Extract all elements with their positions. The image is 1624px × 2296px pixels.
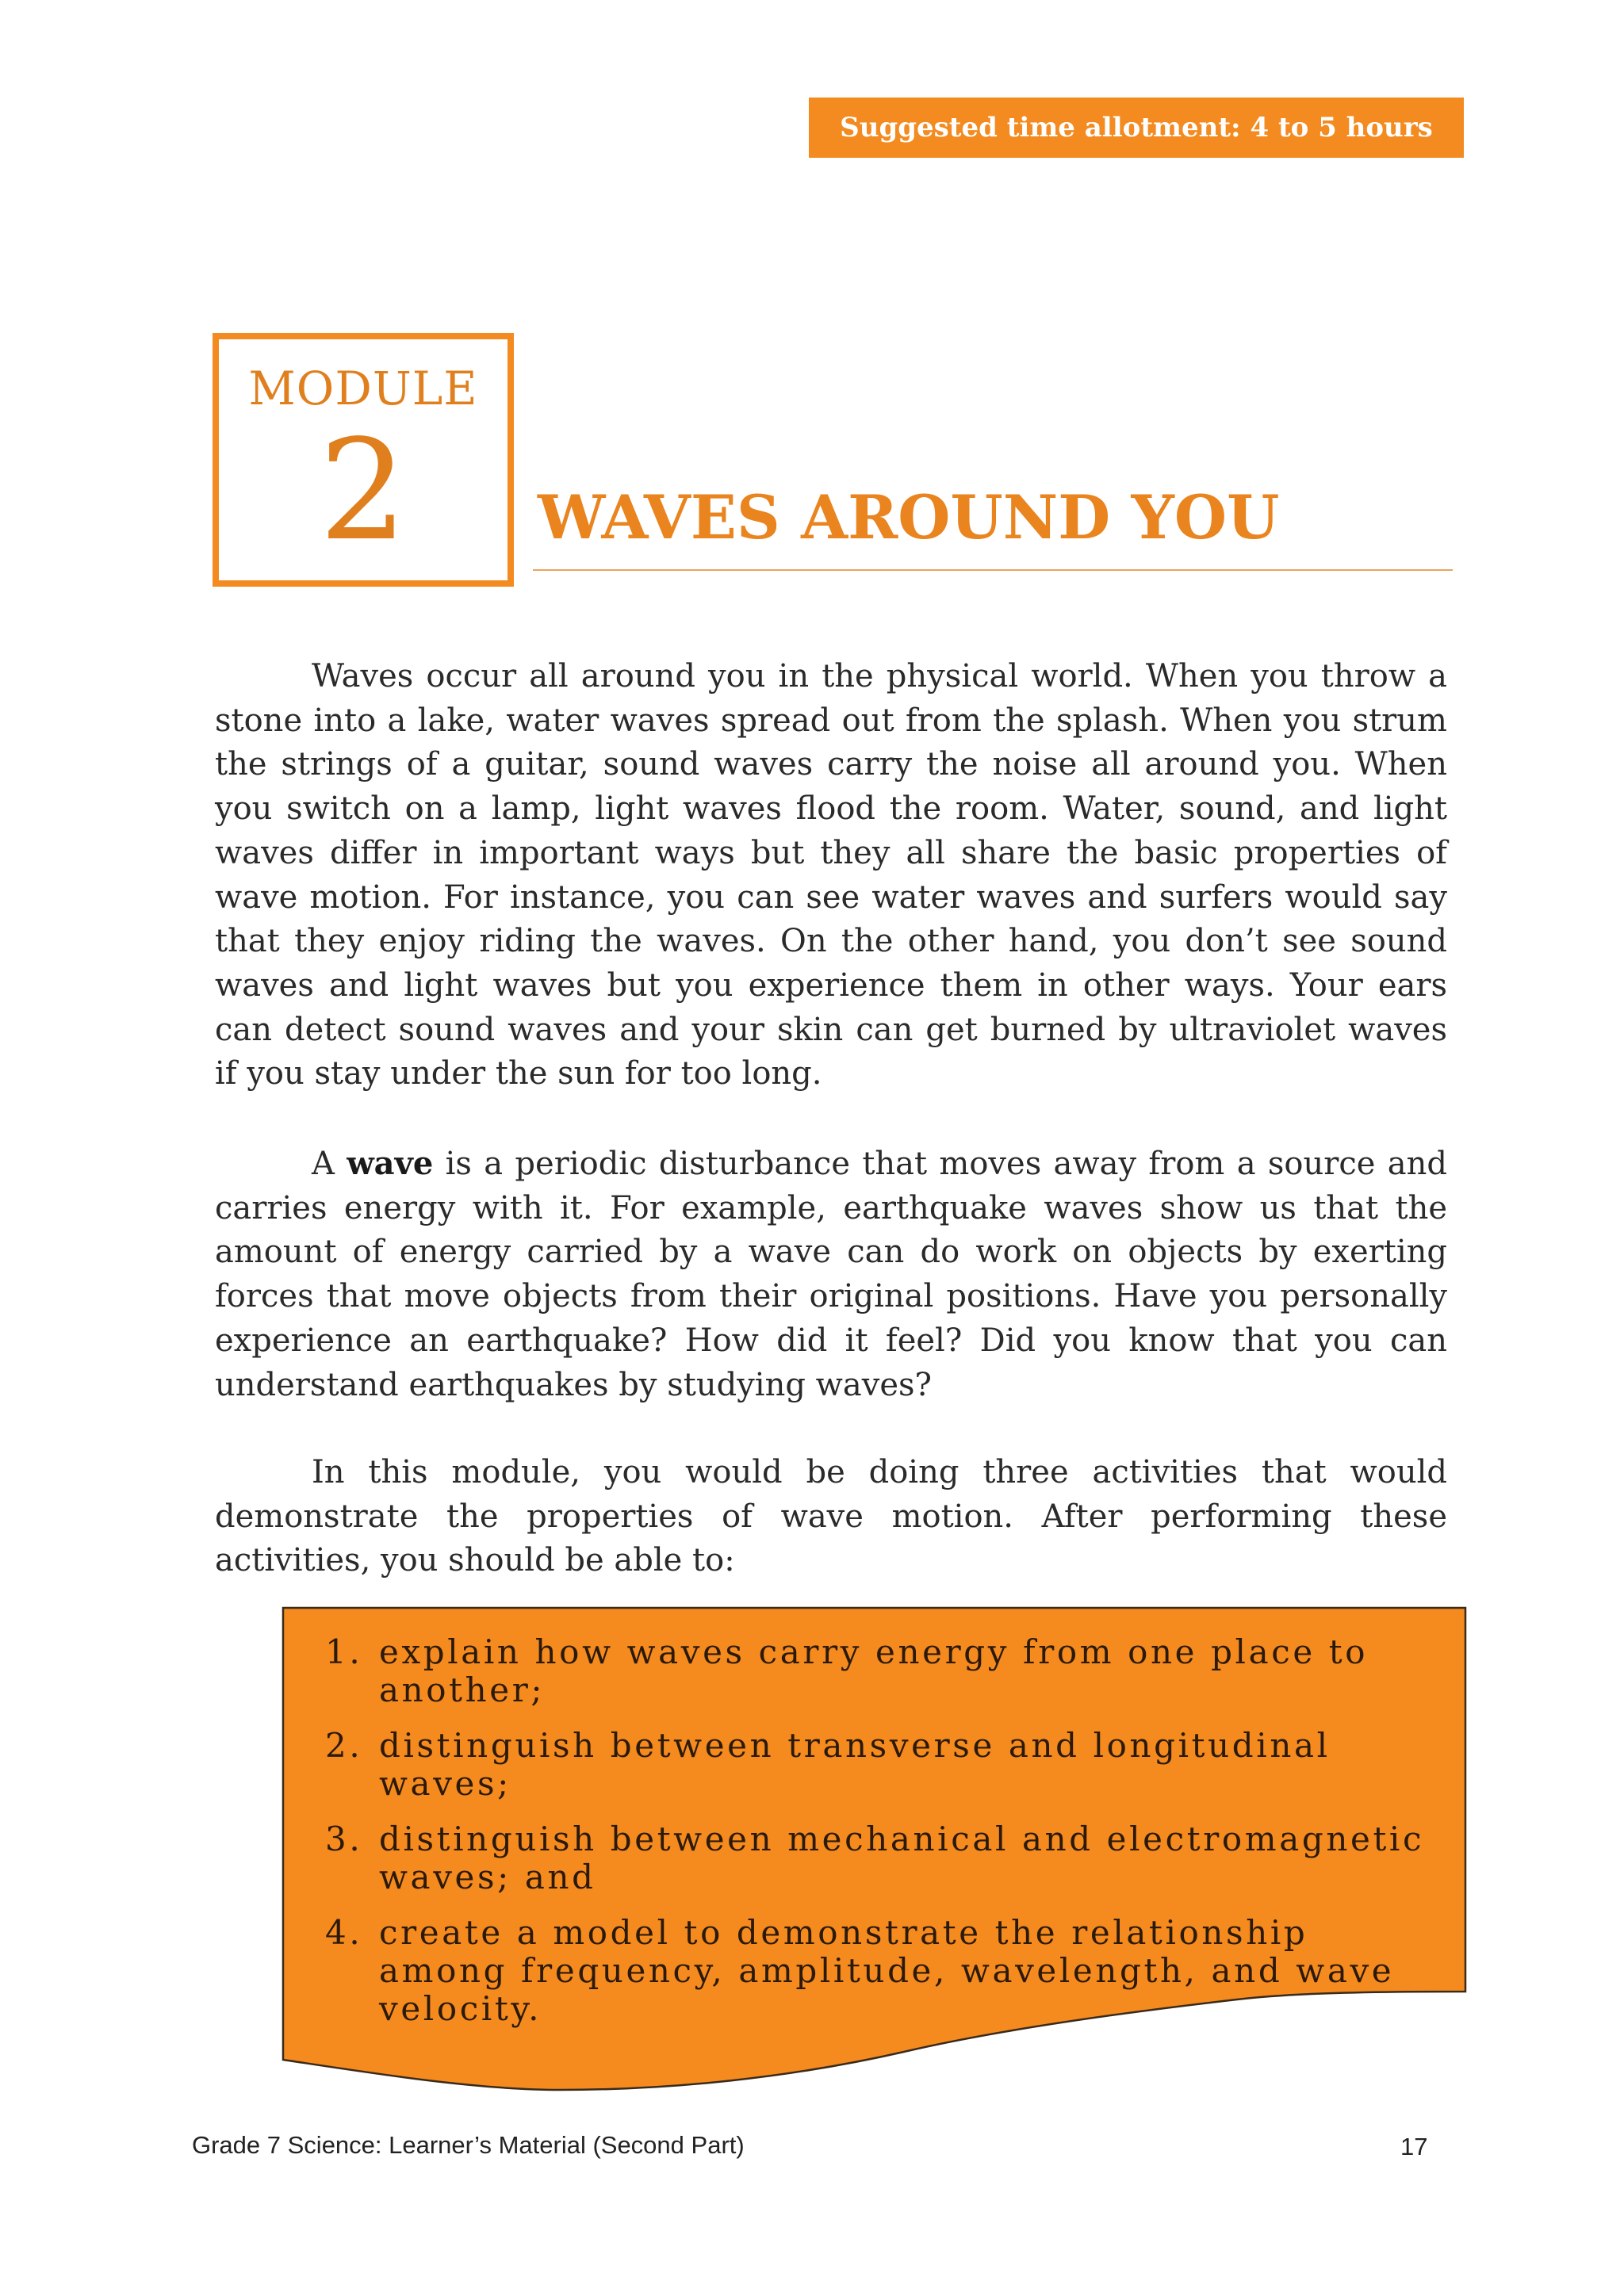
objective-number: 2. (325, 1726, 363, 1765)
wave-term: wave (347, 1145, 434, 1182)
definition-lead: A (312, 1146, 347, 1182)
objective-text: explain how waves carry energy from one place to another; (379, 1632, 1369, 1709)
objective-text: distinguish between mechanical and electromagnetic waves; and (379, 1820, 1425, 1896)
module-title: WAVES AROUND YOU (538, 482, 1280, 553)
intro-paragraph-text: Waves occur all around you in the physical world. When you throw a stone into a lake, water waves spread out from the splash. When you strum the strings of a guitar, sound waves carry the noise all around you. When you switch on a lamp, light waves flood the room. Water, sound, and light waves differ in important ways but they all share the basic properties of wave motion. For instance, you can see water waves and surfers would say that they enjoy riding the waves. On the other hand, you don’t see sound waves and light waves but you experience them in other ways. Your ears can detect sound waves and your skin can get burned by ultraviolet waves if you stay under the sun for too long. (215, 658, 1447, 1093)
objective-item (325, 1914, 1435, 2028)
footer-book-title: Grade 7 Science: Learner’s Material (Second Part) (192, 2131, 745, 2159)
objective-number: 3. (325, 1820, 363, 1858)
objective-item (325, 1727, 1435, 1803)
objectives-list (325, 1633, 1435, 2045)
module-label: MODULE (248, 362, 478, 415)
definition-text: is a periodic disturbance that moves away from a source and carries energy with it. For example, earthquake waves show us that the amount of energy carried by a wave can do work on objects by exerting forces that move objects from their original positions. Have you personally experience an earthquake? How did it feel? Did you know that you can understand earthquakes by studying waves? (215, 1146, 1447, 1403)
objective-text: distinguish between transverse and longitudinal waves; (379, 1726, 1331, 1803)
objective-number: 1. (325, 1632, 363, 1671)
objective-item (325, 1633, 1435, 1709)
page-number: 17 (1400, 2133, 1428, 2160)
objective-text: create a model to demonstrate the relationship among frequency, amplitude, wavelength, and wave velocity. (379, 1913, 1395, 2028)
objective-number: 4. (325, 1913, 363, 1952)
module-number: 2 (319, 411, 408, 572)
time-allotment-badge: Suggested time allotment: 4 to 5 hours (809, 98, 1464, 158)
objective-item (325, 1820, 1435, 1896)
objectives-intro-text: In this module, you would be doing three activities that would demonstrate the properties of wave motion. After performing these activities, you should be able to: (215, 1454, 1447, 1579)
